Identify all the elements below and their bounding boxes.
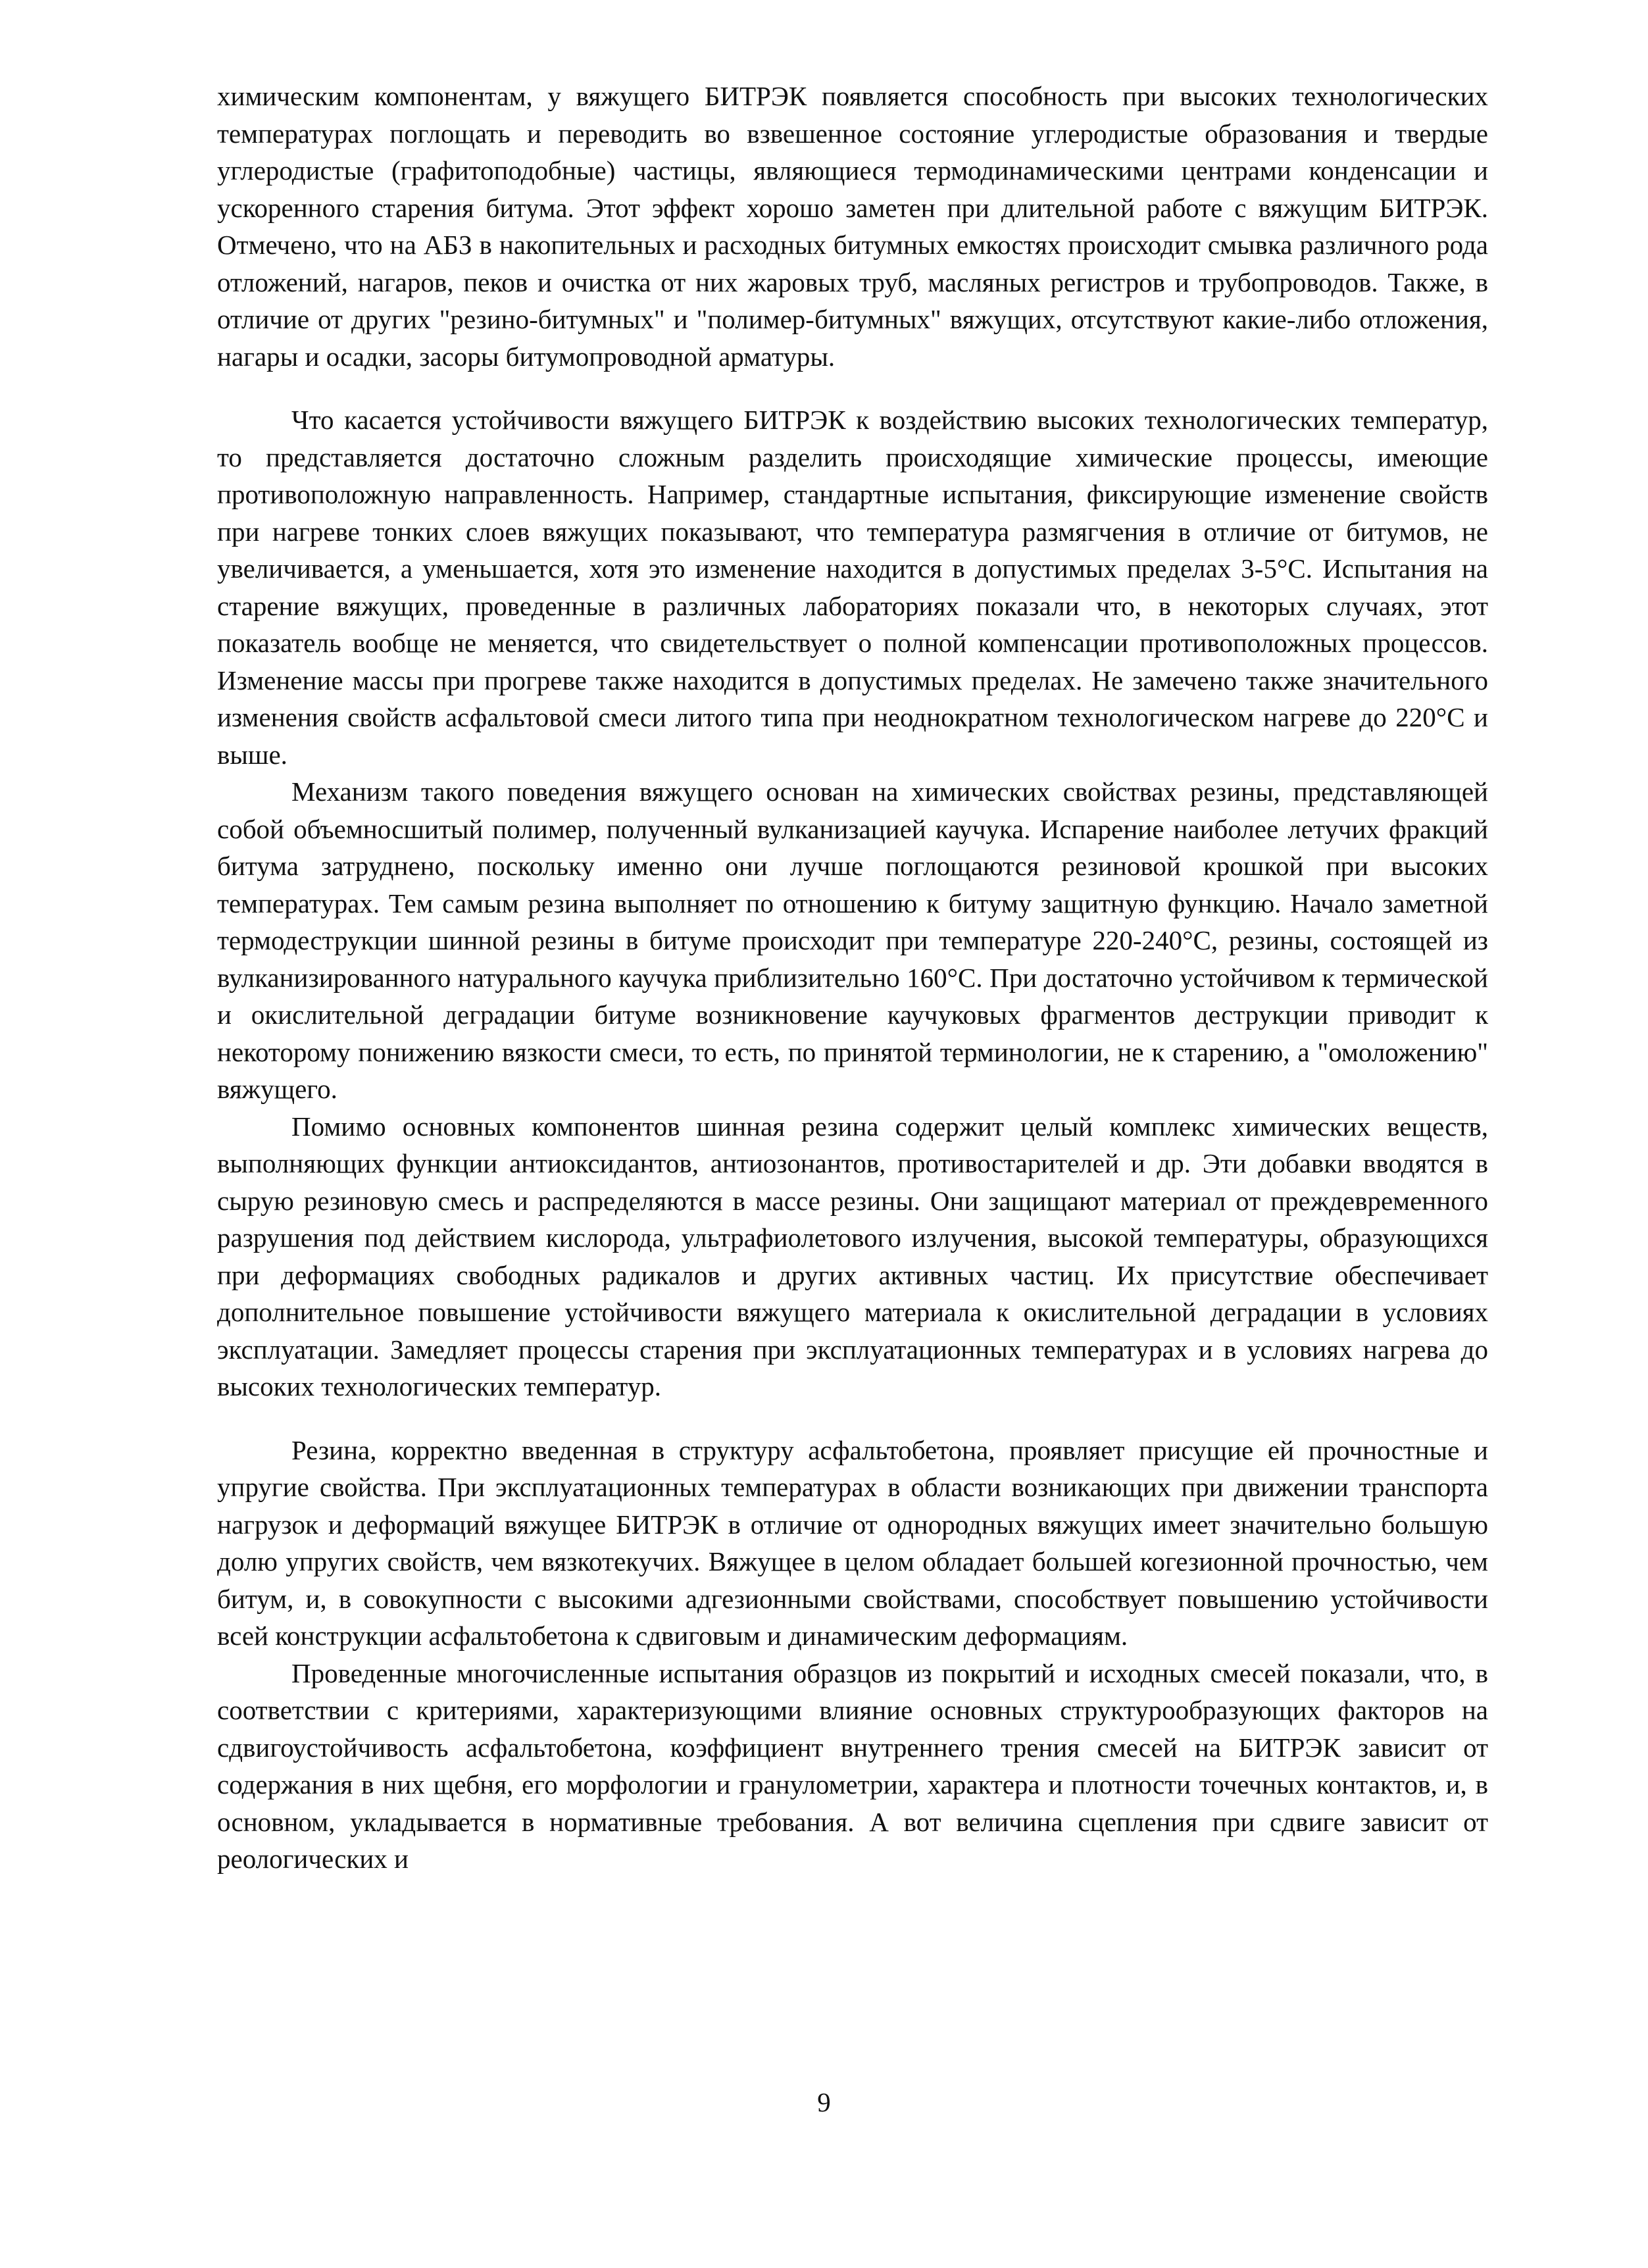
paragraph-5: Резина, корректно введенная в структуру асфальтобетона, проявляет присущие ей прочностные и упругие свойства. При эксплуатационных температурах в области возникающих при движении транспорта нагрузок и деформаций вяжущее БИТРЭК в отличие от однородных вяжущих имеет значительно большую долю упругих свойств, чем вязкотекучих. Вяжущее в целом обладает большей когезионной прочностью, чем битум, и, в совокупности с высокими адгезионными свойствами, способствует повышению устойчивости всей конструкции асфальтобетона к сдвиговым и динамическим деформациям. [217,1434,1488,1651]
page-number: 9 [817,2087,831,2117]
paragraph-4: Помимо основных компонентов шинная резина содержит целый комплекс химических веществ, выполняющих функции антиоксидантов, антиозонантов, противостарителей и др. Эти добавки вводятся в сырую резиновую смесь и распределяются в массе резины. Они защищают материал от преждевременного разрушения под действием кислорода, ультрафиолетового излучения, высокой температуры, образующихся при деформациях свободных радикалов и других активных частиц. Их присутствие обеспечивает дополнительное повышение устойчивости вяжущего материала к окислительной деградации в условиях эксплуатации. Замедляет процессы старения при эксплуатационных температурах и в условиях нагрева до высоких технологических температур. [217,1111,1488,1401]
paragraph-2: Что касается устойчивости вяжущего БИТРЭК к воздействию высоких технологических температур, то представляется достаточно сложным разделить происходящие химические процессы, имеющие противоположную направленность. Например, стандартные испытания, фиксирующие изменение свойств при нагреве тонких слоев вяжущих показывают, что температура размягчения в отличие от битумов, не увеличивается, а уменьшается, хотя это изменение находится в допустимых пределах 3-5°С. Испытания на старение вяжущих, проведенные в различных лабораториях показали что, в некоторых случаях, этот показатель вообще не меняется, что свидетельствует о полной компенсации противоположных процессов. Изменение массы при прогреве также находится в допустимых пределах. Не замечено также значительного изменения свойств асфальтовой смеси литого типа при неоднократном технологическом нагреве до 220°С и выше. [217,405,1488,770]
paragraph-3: Механизм такого поведения вяжущего основан на химических свойствах резины, представляющей собой объемносшитый полимер, полученный вулканизацией каучука. Испарение наиболее летучих фракций битума затруднено, поскольку именно они лучше поглощаются резиновой крошкой при высоких температурах. Тем самым резина выполняет по отношению к битуму защитную функцию. Начало заметной термодеструкции шинной резины в битуме происходит при температуре 220-240°С, резины, состоящей из вулканизированного натурального каучука приблизительно 160°С. При достаточно устойчивом к термической и окислительной деградации битуме возникновение каучуковых фрагментов деструкции приводит к некоторому понижению вязкости смеси, то есть, по принятой терминологии, не к старению, а "омоложению" вяжущего. [217,776,1488,1104]
paragraph-1: химическим компонентам, у вяжущего БИТРЭК появляется способность при высоких технологических температурах поглощать и переводить во взвешенное состояние углеродистые образования и твердые углеродистые (графитоподобные) частицы, являющиеся термодинамическими центрами конденсации и ускоренного старения битума. Этот эффект хорошо заметен при длительной работе с вяжущим БИТРЭК. Отмечено, что на АБЗ в накопительных и расходных битумных емкостях происходит смывка различного рода отложений, нагаров, пеков и очистка от них жаровых труб, масляных регистров и трубопроводов. Также, в отличие от других "резино-битумных" и "полимер-битумных" вяжущих, отсутствуют какие-либо отложения, нагары и осадки, засоры битумопроводной арматуры. [217,81,1488,372]
body-text [217,78,1488,1878]
paragraph-6: Проведенные многочисленные испытания образцов из покрытий и исходных смесей показали, что, в соответствии с критериями, характеризующими влияние основных структурообразующих факторов на сдвигоустойчивость асфальтобетона, коэффициент внутреннего трения смесей на БИТРЭК зависит от содержания в них щебня, его морфологии и гранулометрии, характера и плотности точечных контактов, и, в основном, укладывается в нормативные требования. А вот величина сцепления при сдвиге зависит от реологических и [217,1657,1488,1874]
